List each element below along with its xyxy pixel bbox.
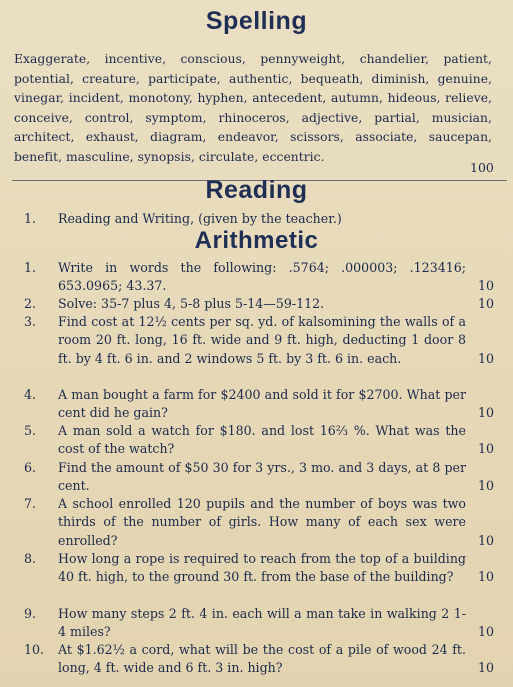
- problem-points: 10: [477, 350, 494, 366]
- problem-points: 10: [477, 624, 494, 640]
- problem-number: 9.: [24, 606, 37, 621]
- problem-3: [24, 313, 494, 368]
- problem-number: 4.: [24, 387, 37, 402]
- problem-9: [24, 605, 494, 642]
- problem-4: [24, 386, 494, 423]
- problem-text: How many steps 2 ft. 4 in. each will a man take in walking 2 1-4 miles?: [58, 606, 466, 640]
- problem-points: 10: [477, 660, 494, 676]
- problem-text: Solve: 35-7 plus 4, 5-8 plus 5-14—59-112.: [58, 296, 325, 311]
- problem-text: At $1.62½ a cord, what will be the cost of a pile of wood 24 ft. long, 4 ft. wide and 6 ft. 3 in. high?: [58, 642, 466, 676]
- problem-number: 8.: [24, 551, 37, 566]
- problem-number: 2.: [24, 296, 37, 311]
- problem-5: [24, 422, 494, 459]
- problem-number: 7.: [24, 496, 37, 511]
- problem-text: A man bought a farm for $2400 and sold it for $2700. What per cent did he gain?: [58, 387, 466, 421]
- problem-text: Find the amount of $50 30 for 3 yrs., 3 mo. and 3 days, at 8 per cent.: [58, 460, 466, 494]
- problem-text: Write in words the following: .5764; .000003; .123416; 653.0965; 43.37.: [58, 260, 466, 294]
- problem-text: A school enrolled 120 pupils and the number of boys was two thirds of the number of girls. How many of each sex were enrolled?: [58, 496, 466, 548]
- reading-heading: Reading: [205, 176, 308, 204]
- problem-6: [24, 459, 494, 496]
- problem-points: 10: [477, 278, 494, 294]
- problem-text: How long a rope is required to reach from the top of a building 40 ft. high, to the ground 30 ft. from the base of the building?: [58, 551, 466, 585]
- spelling-word-list: Exaggerate, incentive, conscious, pennyweight, chandelier, patient, potential, creature, participate, authentic, bequeath, diminish, genuine, vinegar, incident, monotony, hyphen, antecedent, autumn, hideous, relieve, conceive, control, symptom, rhinoceros, adjective, partial, musician, architect, exhaust, diagram, endeavor, scissors, associate, saucepan, benefit, masculine, synopsis, circulate, eccentric.: [14, 52, 492, 164]
- reading-item-number: 1.: [24, 211, 37, 226]
- problem-text: A man sold a watch for $180. and lost 16⅔ %. What was the cost of the watch?: [58, 423, 466, 457]
- reading-item: [24, 210, 494, 228]
- problem-number: 1.: [24, 260, 37, 275]
- problem-points: 10: [477, 441, 494, 457]
- problem-number: 6.: [24, 460, 37, 475]
- problem-number: 10.: [24, 642, 45, 657]
- problem-points: 10: [477, 478, 494, 494]
- problem-number: 5.: [24, 423, 37, 438]
- problem-2: [24, 295, 494, 313]
- problem-10: [24, 641, 494, 678]
- spelling-points: 100: [470, 160, 494, 175]
- problem-1: [24, 259, 494, 296]
- problem-points: 10: [477, 569, 494, 585]
- problem-number: 3.: [24, 314, 37, 329]
- problem-points: 10: [477, 405, 494, 421]
- problem-points: 10: [477, 296, 494, 311]
- problem-7: [24, 495, 494, 550]
- arithmetic-heading: Arithmetic: [194, 227, 319, 254]
- reading-item-text: Reading and Writing, (given by the teacher.): [58, 211, 342, 226]
- problem-text: Find cost at 12½ cents per sq. yd. of kalsomining the walls of a room 20 ft. long, 16 ft. wide and 9 ft. high, deducting 1 door 8 ft. by 4 ft. 6 in. and 2 windows 5 ft. by 3 ft. 6 in. each.: [58, 314, 466, 366]
- problem-8: [24, 550, 494, 587]
- spelling-heading: Spelling: [205, 7, 308, 35]
- problem-points: 10: [477, 532, 494, 548]
